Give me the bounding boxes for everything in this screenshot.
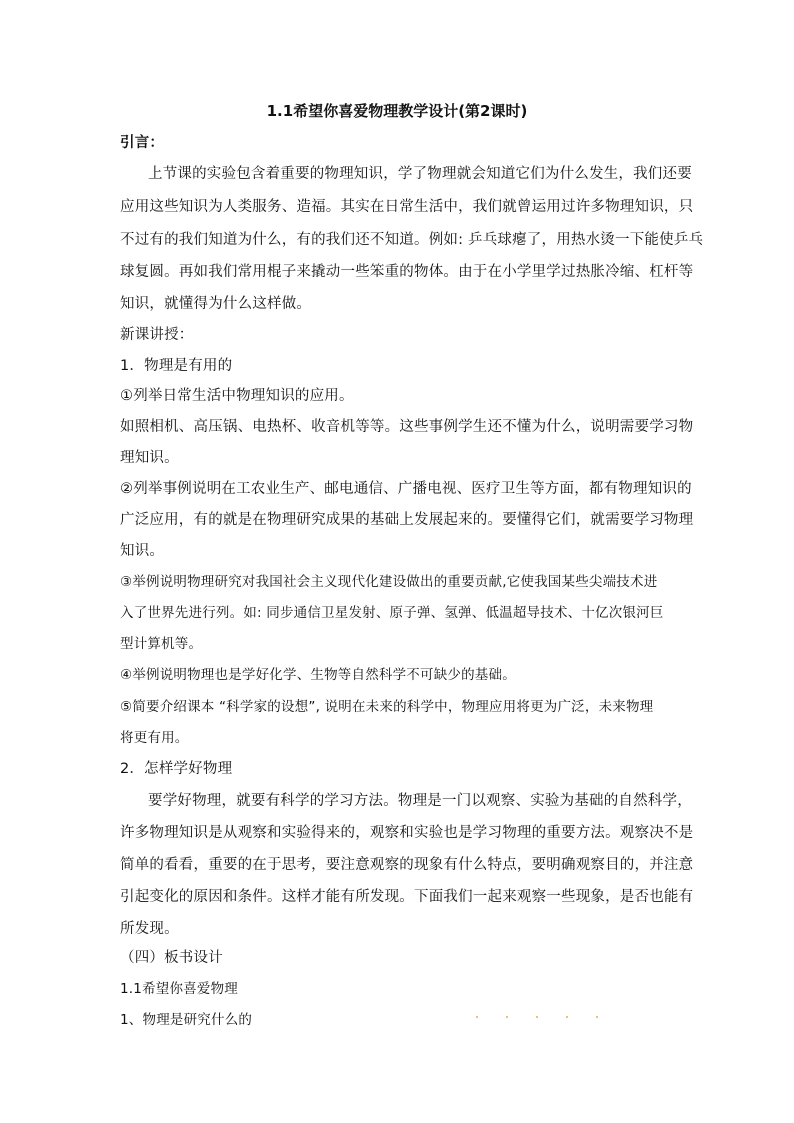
document-title: 1.1希望你喜爱物理教学设计(第2课时): [266, 102, 528, 120]
item4: ④举例说明物理也是学好化学、生物等自然科学不可缺少的基础。: [120, 667, 516, 683]
intro-line-4: 球复圆。再如我们常用棍子来撬动一些笨重的物体。由于在小学里学过热胀冷缩、杠杆等: [120, 264, 694, 280]
item5-line-1: ⑤简要介绍课本 “科学家的设想”, 说明在未来的科学中，物理应用将更为广泛，未来物理: [120, 699, 654, 715]
item2-line-3: 知识。: [120, 543, 165, 559]
item2-line-2: 广泛应用，有的就是在物理研究成果的基础上发展起来的。要懂得它们，就需要学习物理: [120, 512, 694, 528]
section2-line-5: 所发现。: [120, 921, 179, 937]
section2-line-4: 引起变化的原因和条件。这样才能有所发现。下面我们一起来观察一些现象，是否也能有: [120, 889, 694, 905]
board-item-1: 1、物理是研究什么的: [120, 1012, 253, 1028]
dot-mark: [536, 1016, 538, 1018]
dot-mark: [566, 1016, 568, 1018]
section2-heading: 2．怎样学好物理: [120, 761, 233, 777]
item2-line-1: ②列举事例说明在工农业生产、邮电通信、广播电视、医疗卫生等方面，都有物理知识的: [120, 481, 692, 497]
item1-detail-2: 理知识。: [120, 450, 179, 466]
section1-heading: 1．物理是有用的: [120, 358, 233, 374]
item3-line-2: 入了世界先进行列。如: 同步通信卫星发射、原子弹、氢弹、低温超导技术、十亿次银河巨: [120, 605, 664, 621]
item1: ①列举日常生活中物理知识的应用。: [120, 388, 354, 404]
board-title: 1.1希望你喜爱物理: [120, 981, 238, 997]
dot-mark: [596, 1016, 598, 1018]
dot-mark: [506, 1016, 508, 1018]
intro-line-2: 应用这些知识为人类服务、造福。其实在日常生活中，我们就曾运用过许多物理知识，只: [120, 199, 694, 215]
intro-heading: 引言：: [120, 135, 165, 151]
section2-line-3: 简单的看看，重要的在于思考，要注意观察的现象有什么特点，要明确观察目的，并注意: [120, 857, 694, 873]
new-lesson-heading: 新课讲授：: [120, 327, 194, 343]
board-heading: （四）板书设计: [120, 950, 223, 966]
item1-detail-1: 如照相机、高压锅、电热杯、收音机等等。这些事例学生还不懂为什么，说明需要学习物: [120, 419, 694, 435]
intro-line-5: 知识，就懂得为什么这样做。: [120, 296, 312, 312]
item3-line-1: ③举例说明物理研究对我国社会主义现代化建设做出的重要贡献,它使我国某些尖端技术进: [120, 574, 658, 590]
dot-mark: [476, 1016, 478, 1018]
section2-line-1: 要学好物理，就要有科学的学习方法。物理是一门以观察、实验为基础的自然科学，: [148, 793, 692, 809]
intro-line-1: 上节课的实验包含着重要的物理知识，学了物理就会知道它们为什么发生，我们还要: [148, 166, 692, 182]
intro-line-3: 不过有的我们知道为什么，有的我们还不知道。例如: 乒乓球瘪了，用热水烫一下能使乒乓: [120, 232, 704, 248]
section2-line-2: 许多物理知识是从观察和实验得来的，观察和实验也是学习物理的重要方法。观察决不是: [120, 825, 694, 841]
item5-line-2: 将更有用。: [120, 730, 189, 746]
item3-line-3: 型计算机等。: [120, 636, 203, 652]
decorative-dots: [470, 1016, 610, 1022]
